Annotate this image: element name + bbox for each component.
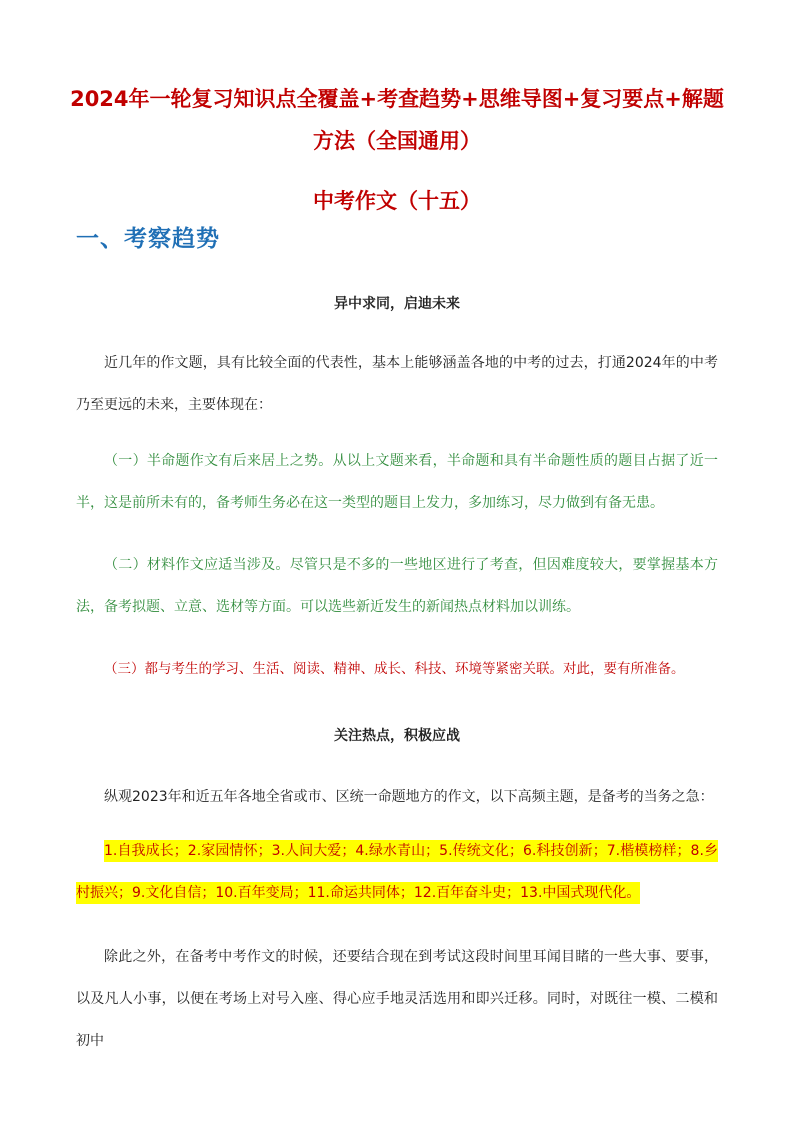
highlighted-topic-list: 1.自我成长；2.家园情怀；3.人间大爱；4.绿水青山；5.传统文化；6.科技创新；7.楷模榜样；8.乡村振兴；9.文化自信；10.百年变局；11.命运共同体；12.百年奋斗史；13.中国式现代化。 — [76, 840, 718, 904]
subheading-common-ground: 异中求同，启迪未来 — [334, 296, 460, 312]
section-heading-trends: 一、考察趋势 — [76, 226, 220, 252]
document-title-line2: 方法（全国通用） — [313, 129, 481, 153]
paragraph-intro: 近几年的作文题，具有比较全面的代表性，基本上能够涵盖各地的中考的过去，打通2024年的中考乃至更远的未来，主要体现在： — [76, 355, 718, 413]
paragraph-overview: 纵观2023年和近五年各地全省或市、区统一命题地方的作文，以下高频主题，是备考的当务之急： — [104, 789, 714, 805]
paragraph-semi-propositional: （一）半命题作文有后来居上之势。从以上文题来看，半命题和具有半命题性质的题目占据了近一半，这是前所未有的，备考师生务必在这一类型的题目上发力，多加练习，尽力做到有备无患。 — [76, 453, 718, 511]
paragraph-life-relevance: （三）都与考生的学习、生活、阅读、精神、成长、科技、环境等紧密关联。对此，要有所准备。 — [104, 661, 685, 677]
paragraph-topic-list — [76, 830, 718, 914]
document-subtitle: 中考作文（十五） — [313, 189, 481, 213]
paragraph-material-essay: （二）材料作文应适当涉及。尽管只是不多的一些地区进行了考查，但因难度较大，要掌握基本方法，备考拟题、立意、选材等方面。可以选些新近发生的新闻热点材料加以训练。 — [76, 557, 718, 615]
subheading-hot-topics: 关注热点，积极应战 — [334, 728, 460, 744]
paragraph-additional-advice: 除此之外，在备考中考作文的时候，还要结合现在到考试这段时间里耳闻目睹的一些大事、要事，以及凡人小事，以便在考场上对号入座、得心应手地灵活选用和即兴迁移。同时，对既往一模、二模和初中 — [76, 949, 718, 1049]
document-title-line1: 2024年一轮复习知识点全覆盖+考查趋势+思维导图+复习要点+解题 — [70, 87, 724, 111]
